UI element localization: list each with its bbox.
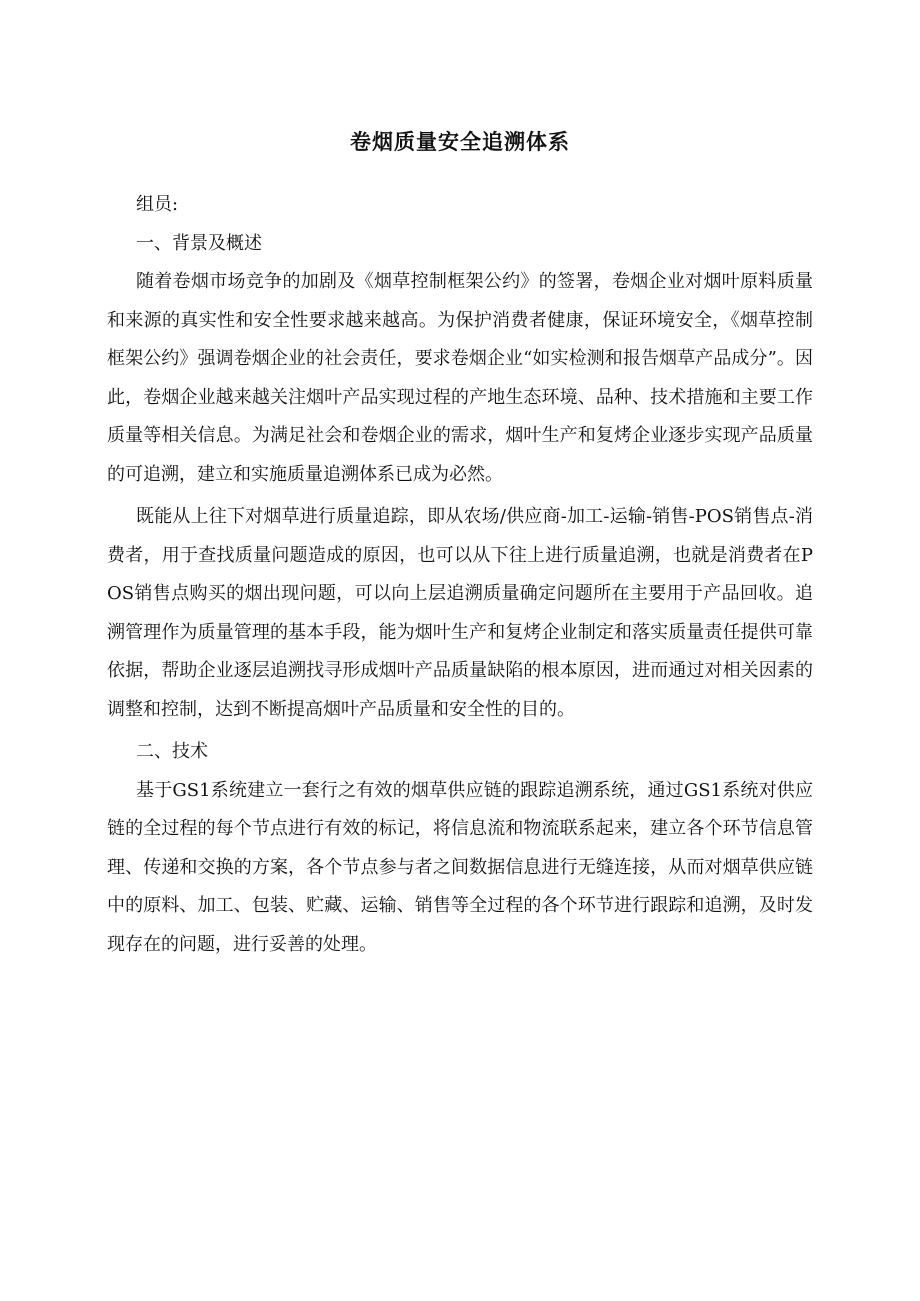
paragraph-background-2: 既能从上往下对烟草进行质量追踪，即从农场/供应商-加工-运输-销售-POS销售点-消费者，用于查找质量问题造成的原因，也可以从下往上进行质量追溯，也就是消费者在POS销售点购买的烟出现问题，可以向上层追溯质量确定问题所在主要用于产品回收。追溯管理作为质量管理的基本手段，能为烟叶生产和复烤企业制定和落实质量责任提供可靠依据，帮助企业逐层追溯找寻形成烟叶产品质量缺陷的根本原因，进而通过对相关因素的调整和控制，达到不断提高烟叶产品质量和安全性的目的。	[107, 506, 813, 720]
paragraph-background-1: 随着卷烟市场竞争的加剧及《烟草控制框架公约》的签署，卷烟企业对烟叶原料质量和来源的真实性和安全性要求越来越高。为保护消费者健康，保证环境安全，《烟草控制框架公约》强调卷烟企业的社会责任，要求卷烟企业“如实检测和报告烟草产品成分”。因此，卷烟企业越来越关注烟叶产品实现过程的产地生态环境、品种、技术措施和主要工作质量等相关信息。为满足社会和卷烟企业的需求，烟叶生产和复烤企业逐步实现产品质量的可追溯，建立和实施质量追溯体系已成为必然。	[107, 271, 813, 485]
section-heading-background: 一、背景及概述	[136, 232, 262, 254]
paragraph-technology-1: 基于GS1系统建立一套行之有效的烟草供应链的跟踪追溯系统，通过GS1系统对供应链的全过程的每个节点进行有效的标记，将信息流和物流联系起来，建立各个环节信息管理、传递和交换的方案，各个节点参与者之间数据信息进行无缝连接，从而对烟草供应链中的原料、加工、包装、贮藏、运输、销售等全过程的各个环节进行跟踪和追溯，及时发现存在的问题，进行妥善的处理。	[107, 779, 813, 955]
members-label: 组员:	[136, 194, 179, 215]
document-title: 卷烟质量安全追溯体系	[350, 130, 570, 154]
section-heading-technology: 二、技术	[136, 741, 208, 762]
